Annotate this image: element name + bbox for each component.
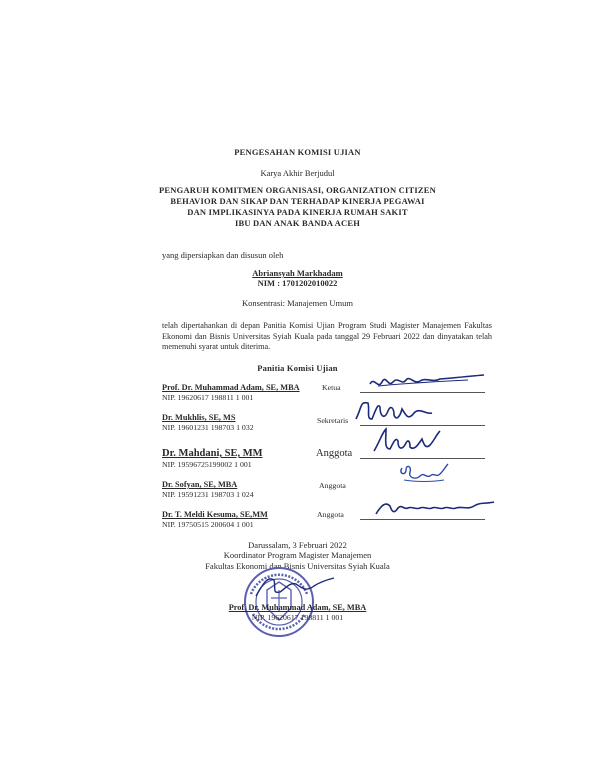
member-name: Prof. Dr. Muhammad Adam, SE, MBA xyxy=(162,383,300,392)
statement-paragraph: telah dipertahankan di depan Panitia Komisi Ujian Program Studi Magister Manajemen Fakultas Ekonomi dan Bisnis Universitas Syiah Kuala pada tanggal 29 Februari 2022 dan dinyatakan telah memenuhi syarat untuk diterima. xyxy=(162,321,492,351)
signature-icon xyxy=(368,370,488,396)
signature-icon xyxy=(370,425,460,457)
member-role: Ketua xyxy=(322,383,341,392)
author-name: Abriansyah Markhadam xyxy=(252,268,343,278)
member-nip: NIP. 19596725199002 1 001 xyxy=(162,460,252,469)
thesis-title-line: PENGARUH KOMITMEN ORGANISASI, ORGANIZATION CITIZEN xyxy=(159,185,436,195)
member-nip: NIP. 19601231 198703 1 032 xyxy=(162,423,254,432)
member-nip: NIP. 19750515 200604 1 001 xyxy=(162,520,254,529)
member-nip: NIP. 19620617 198811 1 001 xyxy=(162,393,254,402)
signature-icon xyxy=(350,397,450,427)
thesis-title-line: IBU DAN ANAK BANDA ACEH xyxy=(234,218,361,228)
author-intro: yang dipersiapkan dan disusun oleh xyxy=(162,250,284,260)
member-name: Dr. Mahdani, SE, MM xyxy=(162,448,263,459)
signature-icon xyxy=(250,572,340,602)
coordinator-nip: NIP. 19620617 198811 1 001 xyxy=(251,613,344,622)
place-date: Darussalam, 3 Februari 2022 xyxy=(248,540,347,550)
signature-icon xyxy=(372,496,502,522)
member-role: Anggota xyxy=(317,510,344,519)
thesis-title-line: BEHAVIOR DAN SIKAP DAN TERHADAP KINERJA PEGAWAI xyxy=(170,196,425,206)
document-subtitle: Karya Akhir Berjudul xyxy=(260,168,335,178)
member-nip: NIP. 19591231 198703 1 024 xyxy=(162,490,254,499)
concentration: Konsentrasi: Manajemen Umum xyxy=(242,298,353,308)
author-nim: NIM : 1701202010022 xyxy=(257,278,338,288)
closing-line: Fakultas Ekonomi dan Bisnis Universitas Syiah Kuala xyxy=(205,561,390,571)
committee-heading: Panitia Komisi Ujian xyxy=(257,363,338,373)
member-role: Anggota xyxy=(319,481,346,490)
closing-line: Koordinator Program Magister Manajemen xyxy=(223,550,372,560)
signature-icon xyxy=(396,460,452,488)
coordinator-name: Prof. Dr. Muhammad Adam, SE, MBA xyxy=(228,603,367,612)
thesis-title-line: DAN IMPLIKASINYA PADA KINERJA RUMAH SAKIT xyxy=(187,207,408,217)
member-name: Dr. Mukhlis, SE, MS xyxy=(162,413,236,422)
signature-line xyxy=(360,458,485,459)
member-name: Dr. T. Meldi Kesuma, SE,MM xyxy=(162,510,268,519)
member-role: Anggota xyxy=(316,448,353,459)
document-title: PENGESAHAN KOMISI UJIAN xyxy=(234,147,361,157)
member-role: Sekretaris xyxy=(317,416,349,425)
member-name: Dr. Sofyan, SE, MBA xyxy=(162,480,238,489)
